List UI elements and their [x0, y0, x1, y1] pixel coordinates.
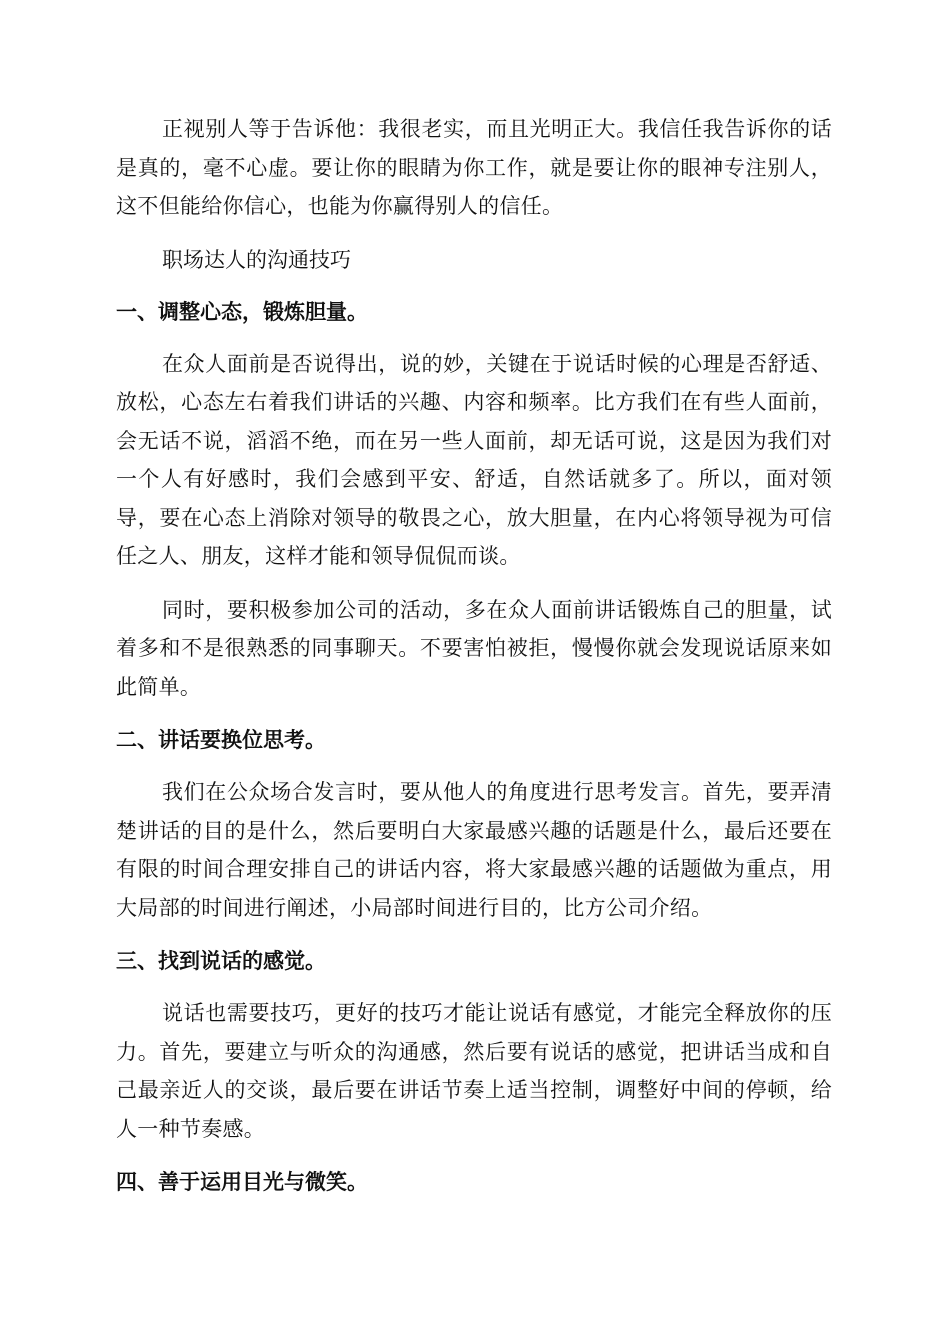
- section-title: 职场达人的沟通技巧: [162, 247, 351, 272]
- paragraph-feeling: 说话也需要技巧，更好的技巧才能让说话有感觉，才能完全释放你的压力。首先，要建立与听众的沟通感，然后要有说话的感觉，把讲话当成和自己最亲近人的交谈，最后要在讲话节奏上适当控制，调整好中间的停顿，给人一种节奏感。: [116, 1001, 832, 1141]
- paragraph-eye-contact: 正视别人等于告诉他：我很老实，而且光明正大。我信任我告诉你的话是真的，毫不心虚。要让你的眼睛为你工作，就是要让你的眼神专注别人，这不但能给你信心，也能为你赢得别人的信任。: [116, 117, 832, 218]
- paragraph-perspective: 我们在公众场合发言时，要从他人的角度进行思考发言。首先，要弄清楚讲话的目的是什么，然后要明白大家最感兴趣的话题是什么，最后还要在有限的时间合理安排自己的讲话内容，将大家最感兴趣的话题做为重点，用大局部的时间进行阐述，小局部时间进行目的，比方公司介绍。: [116, 780, 832, 920]
- paragraph-activities: 同时，要积极参加公司的活动，多在众人面前讲话锻炼自己的胆量，试着多和不是很熟悉的同事聊天。不要害怕被拒，慢慢你就会发现说话原来如此简单。: [116, 597, 832, 699]
- heading-2: 二、讲话要换位思考。: [116, 727, 326, 752]
- heading-4: 四、善于运用目光与微笑。: [116, 1169, 368, 1194]
- heading-3: 三、找到说话的感觉。: [116, 948, 326, 973]
- paragraph-mindset: 在众人面前是否说得出，说的妙，关键在于说话时候的心理是否舒适、放松，心态左右着我们讲话的兴趣、内容和频率。比方我们在有些人面前，会无话不说，滔滔不绝，而在另一些人面前，却无话可说，这是因为我们对一个人有好感时，我们会感到平安、舒适，自然话就多了。所以，面对领导，要在心态上消除对领导的敬畏之心，放大胆量，在内心将领导视为可信任之人、朋友，这样才能和领导侃侃而谈。: [116, 351, 832, 568]
- document-page: [116, 110, 832, 1215]
- heading-1: 一、调整心态，锻炼胆量。: [116, 298, 368, 324]
